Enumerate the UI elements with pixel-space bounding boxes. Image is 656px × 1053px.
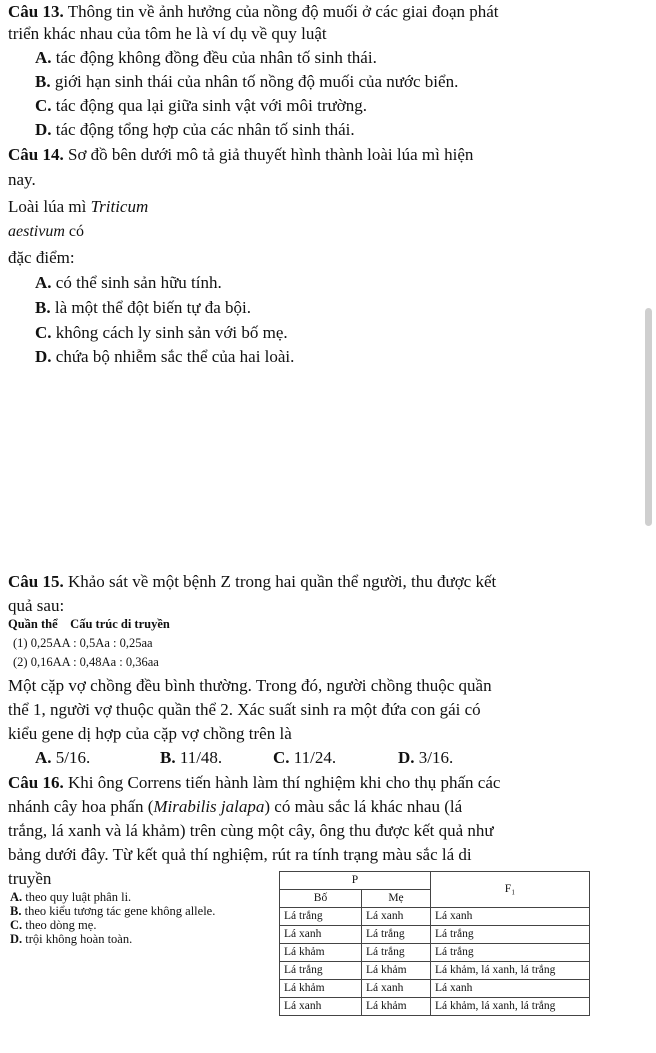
scrollbar[interactable] xyxy=(645,308,652,526)
q14-stem-line2: nay. xyxy=(8,170,36,189)
q15-stem-line2: quả sau: xyxy=(8,596,65,615)
table-row: Lá khảm Lá xanh Lá xanh xyxy=(280,980,590,998)
q13-option-d: D. tác động tổng hợp của các nhân tố sinh thái. xyxy=(35,120,355,139)
q16-stem-line1: Câu 16. Khi ông Correns tiến hành làm thí nghiệm khi cho thụ phấn các xyxy=(8,773,501,792)
q14-option-a: A. có thể sinh sản hữu tính. xyxy=(35,273,222,292)
q15-paragraph-line1: Một cặp vợ chồng đều bình thường. Trong đó, người chồng thuộc quần xyxy=(8,676,492,695)
q15-option-a: A. 5/16. xyxy=(35,748,91,767)
q16-option-c: C. theo dòng mẹ. xyxy=(10,918,97,932)
q16-number: Câu 16. xyxy=(8,773,64,792)
q16-stem-line3: trắng, lá xanh và lá khảm) trên cùng một cây, ông thu được kết quả như xyxy=(8,821,494,840)
table-header-f1: F₁ xyxy=(431,872,590,908)
q15-population-2: (2) 0,16AA : 0,48Aa : 0,36aa xyxy=(13,655,159,669)
q16-stem-line5: truyền xyxy=(8,869,52,888)
q14-option-c: C. không cách ly sinh sản với bố mẹ. xyxy=(35,323,288,342)
table-header-mother: Mẹ xyxy=(362,890,431,908)
q16-option-b: B. theo kiểu tương tác gene không allele. xyxy=(10,904,216,918)
q13-option-c: C. tác động qua lại giữa sinh vật với môi trường. xyxy=(35,96,367,115)
q16-results-table xyxy=(279,871,590,1016)
q13-stem-line1: Câu 13. Thông tin về ảnh hưởng của nồng độ muối ở các giai đoạn phát xyxy=(8,2,499,21)
q15-option-d: D. 3/16. xyxy=(398,748,454,767)
q15-population-1: (1) 0,25AA : 0,5Aa : 0,25aa xyxy=(13,636,153,650)
q15-paragraph-line2: thể 1, người vợ thuộc quần thể 2. Xác suất sinh ra một đứa con gái có xyxy=(8,700,481,719)
table-row: Lá khảm Lá trắng Lá trắng xyxy=(280,944,590,962)
q16-stem-line4: bảng dưới đây. Từ kết quả thí nghiệm, rút ra tính trạng màu sắc lá di xyxy=(8,845,472,864)
q15-option-c: C. 11/24. xyxy=(273,748,337,767)
table-row: Lá trắng Lá xanh Lá xanh xyxy=(280,908,590,926)
q15-paragraph-line3: kiểu gene dị hợp của cặp vợ chồng trên là xyxy=(8,724,292,743)
q15-number: Câu 15. xyxy=(8,572,64,591)
q13-number: Câu 13. xyxy=(8,2,64,21)
q14-line-features: đặc điểm: xyxy=(8,248,75,267)
q14-line-aestivum: aestivum có xyxy=(8,223,84,240)
q13-stem-line2: triển khác nhau của tôm he là ví dụ về quy luật xyxy=(8,24,327,43)
q16-stem-line2: nhánh cây hoa phấn (Mirabilis jalapa) có màu sắc lá khác nhau (lá xyxy=(8,797,463,816)
q16-option-d: D. trội không hoàn toàn. xyxy=(10,932,133,946)
table-row: Lá xanh Lá trắng Lá trắng xyxy=(280,926,590,944)
q14-option-b: B. là một thể đột biến tự đa bội. xyxy=(35,298,252,317)
q14-number: Câu 14. xyxy=(8,145,64,164)
q14-option-d: D. chứa bộ nhiễm sắc thể của hai loài. xyxy=(35,347,295,366)
table-row: Lá xanh Lá khảm Lá khảm, lá xanh, lá trắng xyxy=(280,998,590,1016)
q14-line-species: Loài lúa mì Triticum xyxy=(8,197,149,216)
table-header-father: Bố xyxy=(280,890,362,908)
table-row: Lá trắng Lá khảm Lá khảm, lá xanh, lá trắng xyxy=(280,962,590,980)
q13-option-b: B. giới hạn sinh thái của nhân tố nồng độ muối của nước biển. xyxy=(35,72,459,91)
q16-option-a: A. theo quy luật phân li. xyxy=(10,890,132,904)
q15-table-header: Quần thể Cấu trúc di truyền xyxy=(8,617,170,631)
q15-option-b: B. 11/48. xyxy=(160,748,223,767)
table-header-p: P xyxy=(280,872,431,890)
q15-stem-line1: Câu 15. Khảo sát về một bệnh Z trong hai quần thể người, thu được kết xyxy=(8,572,497,591)
q14-stem-line1: Câu 14. Sơ đồ bên dưới mô tả giả thuyết hình thành loài lúa mì hiện xyxy=(8,145,474,164)
q13-option-a: A. tác động không đồng đều của nhân tố sinh thái. xyxy=(35,48,377,67)
